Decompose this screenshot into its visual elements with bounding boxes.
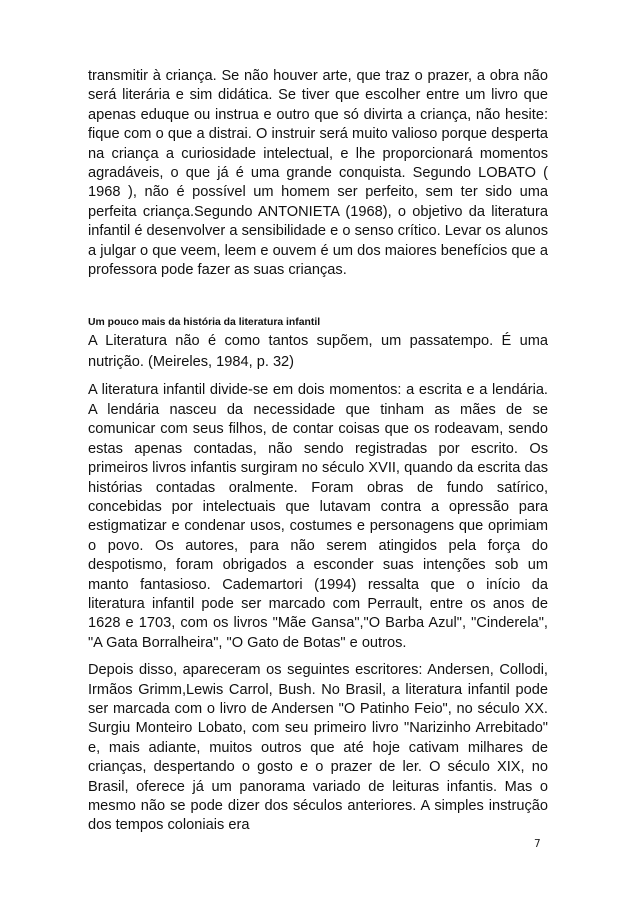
paragraph-history: A literatura infantil divide-se em dois momentos: a escrita e a lendária. A lendária nasceu da necessidade que tinham as mães de se comunicar com seus filhos, de contar coisas que os rodeavam, sendo estas apenas contadas, não sendo registradas por escrito. Os primeiros livros infantis surgiram no século XVII, quando da escrita das histórias contadas oralmente. Foram obras de fundo satírico, concebidas por intelectuais que lutavam contra a opressão para estigmatizar e condenar usos, costumes e personagens que oprimiam o povo. Os autores, para não serem atingidos pela força do despotismo, foram obrigados a esconder suas intenções sob um manto fantasioso. Cademartori (1994) ressalta que o início da literatura infantil pode ser marcado com Perrault, entre os anos de 1628 e 1703, com os livros "Mãe Gansa","O Barba Azul", "Cinderela", "A Gata Borralheira", "O Gato de Botas" e outros. [88,382,548,651]
page-number: 7 [534,838,541,850]
document-page [88,67,548,836]
section-title: Um pouco mais da história da literatura infantil [88,317,321,329]
quote-paragraph: A Literatura não é como tantos supõem, um passatempo. É uma nutrição. (Meireles, 1984, p. 32) [88,333,548,371]
paragraph-writers: Depois disso, apareceram os seguintes escritores: Andersen, Collodi, Irmãos Grimm,Lewis Carrol, Bush. No Brasil, a literatura infantil pode ser marcada com o livro de Andersen "O Patinho Feio", no século XX. Surgiu Monteiro Lobato, com seu primeiro livro "Narizinho Arrebitado" e, mais adiante, muitos outros que até hoje cativam milhares de crianças, despertando o gosto e o prazer de ler. O século XIX, no Brasil, oferece já um panorama variado de leituras infantis. Mas o mesmo não se pode dizer dos séculos anteriores. A simples instrução dos tempos coloniais era [88,662,548,834]
paragraph-intro: transmitir à criança. Se não houver arte, que traz o prazer, a obra não será literária e sim didática. Se tiver que escolher entre um livro que apenas eduque ou instrua e outro que só divirta a criança, não hesite: fique com o que a distrai. O instruir será muito valioso porque desperta na criança a curiosidade intelectual, e lhe proporcionará momentos agradáveis, o que já é uma grande conquista. Segundo LOBATO ( 1968 ), não é possível um homem ser perfeito, sem ter sido uma perfeita criança.Segundo ANTONIETA (1968), o objetivo da literatura infantil é desenvolver a sensibilidade e o senso crítico. Levar os alunos a julgar o que veem, leem e ouvem é um dos maiores benefícios que a professora pode fazer as suas crianças. [88,68,548,279]
